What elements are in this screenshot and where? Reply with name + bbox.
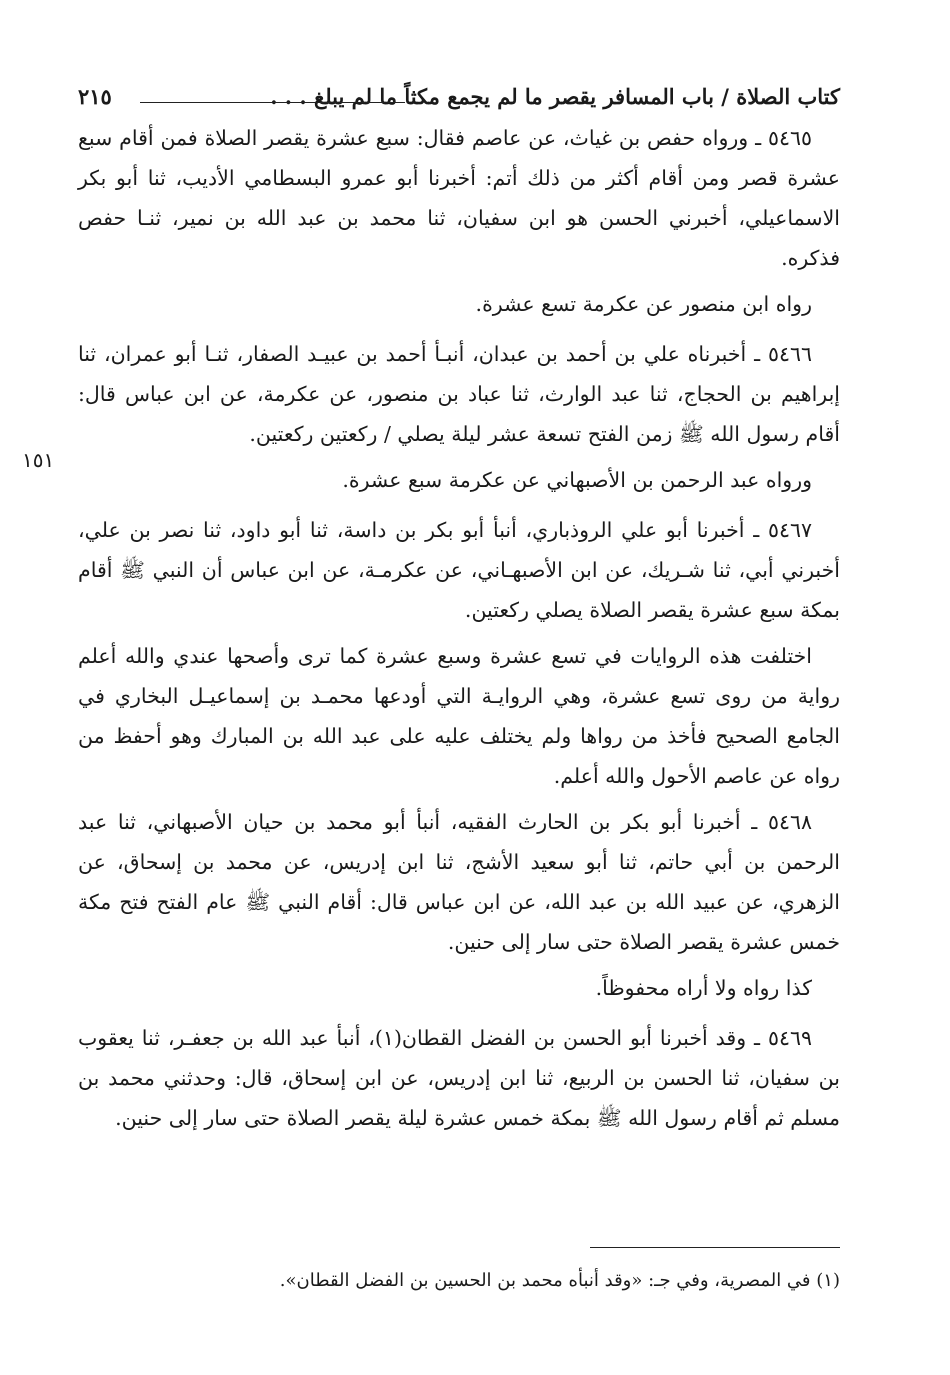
paragraph-5468: ٥٤٦٨ ـ أخبرنا أبو بكر بن الحارث الفقيه، أنبأ أبو محمد بن حيان الأصبهاني، ثنا عبد الرحمن بن أبي حاتم، ثنا أبو سعيد الأشج، ثنا ابن إدريس، عن محمد بن إسحاق، عن الزهري، عن عبيد الله بن عبد الله، عن ابن عباس قال: أقام النبي ﷺ عام الفتح فتح مكة خمس عشرة يقصر الصلاة حتى سار إلى حنين. <box>78 810 840 954</box>
footnote: (١) في المصرية، وفي جـ: «وقد أنبأه محمد بن الحسين بن الفضل القطان». <box>279 1270 840 1291</box>
running-head <box>78 78 840 118</box>
paragraph-note-3: كذا رواه ولا أراه محفوظاً. <box>595 976 812 1000</box>
paragraph-5465: ٥٤٦٥ ـ ورواه حفص بن غياث، عن عاصم فقال: سبع عشرة يقصر الصلاة فمن أقام سبع عشرة قصر ومن أقام أكثر من ذلك أتم: أخبرنا أبو عمرو البسطامي الأديب، ثنا أبو بكر الاسماعيلي، أخبرني الحسن هو ابن سفيان، ثنا محمد بن عبد الله بن نمير، ثنـا حفص فذكره. <box>78 126 840 270</box>
body-text <box>78 118 840 1138</box>
margin-page-number: ١٥١ <box>22 448 55 472</box>
footnote-separator <box>590 1247 840 1248</box>
paragraph-5466: ٥٤٦٦ ـ أخبرناه علي بن أحمد بن عبدان، أنبـأ أحمد بن عبيـد الصفار، ثنـا أبو عمران، ثنا إبراهيم بن الحجاج، ثنا عبد الوارث، ثنا عباد بن منصور، عن عكرمة، عن ابن عباس قال: أقام رسول الله ﷺ زمن الفتح تسعة عشر ليلة يصلي / ركعتين ركعتين. <box>78 342 840 446</box>
paragraph-note-2: ورواه عبد الرحمن بن الأصبهاني عن عكرمة سبع عشرة. <box>342 468 812 492</box>
page-content <box>78 78 840 1144</box>
paragraph-commentary: اختلفت هذه الروايات في تسع عشرة وسبع عشرة كما ترى وأصحها عندي والله أعلم رواية من روى تسع عشرة، وهي الروايـة التي أودعها محمـد بن إسماعيـل البخاري في الجامع الصحيح فأخذ من رواها ولم يختلف عليه على عبد الله بن المبارك وهو أحفظ من رواه عن عاصم الأحول والله أعلم. <box>78 644 840 788</box>
running-head-title: كتاب الصلاة / باب المسافر يقصر ما لم يجمع مكثاً ما لم يبلغ . . . <box>270 84 840 109</box>
running-head-rule <box>140 102 405 103</box>
page-number: ٢١٥ <box>78 84 112 109</box>
paragraph-5467: ٥٤٦٧ ـ أخبرنا أبو علي الروذباري، أنبأ أبو بكر بن داسة، ثنا أبو داود، ثنا نصر بن علي، أخبرني أبي، ثنا شـريك، عن ابن الأصبهـاني، عن عكرمـة، عن ابن عباس أن النبي ﷺ أقام بمكة سبع عشرة يقصر الصلاة يصلي ركعتين. <box>78 518 840 622</box>
paragraph-5469: ٥٤٦٩ ـ وقد أخبرنا أبو الحسن بن الفضل القطان(١)، أنبأ عبد الله بن جعفـر، ثنا يعقوب بن سفيان، ثنا الحسن بن الربيع، ثنا ابن إدريس، عن ابن إسحاق، قال: وحدثني محمد بن مسلم ثم أقام رسول الله ﷺ بمكة خمس عشرة ليلة يقصر الصلاة حتى سار إلى حنين. <box>78 1026 840 1130</box>
paragraph-note-1: رواه ابن منصور عن عكرمة تسع عشرة. <box>475 292 812 316</box>
